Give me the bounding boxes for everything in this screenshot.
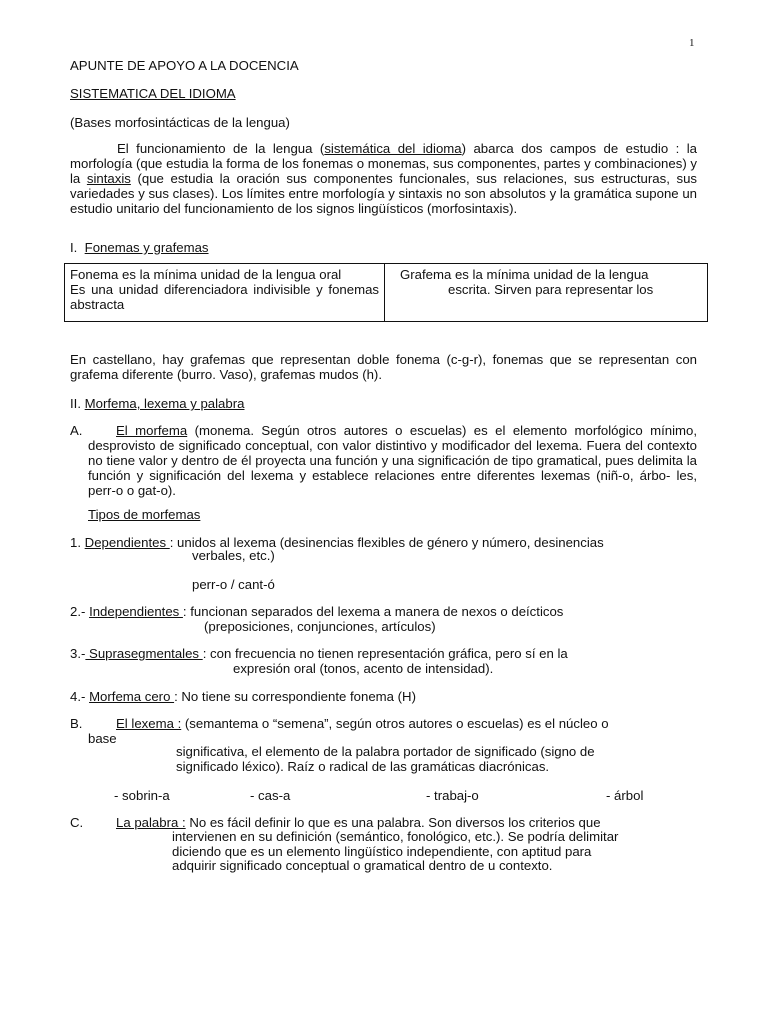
item-b-line2: base <box>88 731 117 746</box>
tipo-1-line2: verbales, etc.) <box>192 548 275 563</box>
lexema-example: - cas-a <box>250 788 291 803</box>
tipo-2-line: 2.- Independientes : funcionan separados del lexema a manera de nexos o deícticos <box>70 604 564 619</box>
section-1-paragraph: En castellano, hay grafemas que representan doble fonema (c-g-r), fonemas que se representan con grafema diferente (burro. Vaso), grafemas mudos (h). <box>70 352 697 382</box>
item-a-paragraph: El morfema (monema. Según otros autores o escuelas) es el elemento morfológico mínimo, desprovisto de significado conceptual, con valor distintivo y modificador del lexema. Fuera del contexto no tiene valor y dentro de él proyecta una función y una significación de tipo gramatical, pues delimita la función y significación del lexema y establece relaciones entre diferentes lexemas (niñ-o, árbo- les, perr-o o gat-o). <box>88 423 697 498</box>
item-a-letter: A. <box>70 423 83 438</box>
tipo-3-line: 3.- Suprasegmentales : con frecuencia no tienen representación gráfica, pero sí en la <box>70 646 568 661</box>
item-b-line1: El lexema : (semantema o “semena”, según otros autores o escuelas) es el núcleo o <box>116 716 609 731</box>
grafema-cell: Grafema es la mínima unidad de la lengua escrita. Sirven para representar los <box>385 264 708 322</box>
section-2-heading: II. Morfema, lexema y palabra <box>70 396 245 411</box>
tipo-1-example: perr-o / cant-ó <box>192 577 275 592</box>
item-c-line2: intervienen en su definición (semántico, fonológico, etc.). Se podría delimitar <box>172 829 619 844</box>
document-subtitle: (Bases morfosintácticas de la lengua) <box>70 115 290 130</box>
item-b-line4: significado léxico). Raíz o radical de las gramáticas diacrónicas. <box>176 759 550 774</box>
page-number: 1 <box>689 37 695 49</box>
tipo-3-line2: expresión oral (tonos, acento de intensidad). <box>233 661 494 676</box>
lexema-example: - sobrin-a <box>114 788 170 803</box>
document-header: APUNTE DE APOYO A LA DOCENCIA <box>70 58 299 73</box>
lexema-example: - árbol <box>606 788 644 803</box>
term-palabra: La palabra : <box>116 815 186 830</box>
item-b-line3: significativa, el elemento de la palabra portador de significado (signo de <box>176 744 595 759</box>
item-c-letter: C. <box>70 815 84 830</box>
item-b-letter: B. <box>70 716 83 731</box>
item-c-line1: La palabra : No es fácil definir lo que es una palabra. Son diversos los criterios que <box>116 815 601 830</box>
intro-paragraph: El funcionamiento de la lengua (sistemática del idioma) abarca dos campos de estudio : la morfología (que estudia la forma de los fonemas o monemas, sus componentes, partes y combinaciones) y la sintaxis (que estudia la oración sus componentes funcionales, sus relaciones, sus estructuras, sus variedades y sus clases). Los límites entre morfología y sintaxis no son absolutos y la gramática supone un estudio unitario del funcionamiento de los signos lingüísticos (morfosintaxis). <box>70 141 697 216</box>
item-c-line3: diciendo que es un elemento lingüístico independiente, con aptitud para <box>172 844 592 859</box>
fonema-grafema-table <box>64 263 708 322</box>
lexema-example: - trabaj-o <box>426 788 479 803</box>
term-sistematica: sistemática del idioma <box>324 141 462 156</box>
tipo-2-line2: (preposiciones, conjunciones, artículos) <box>204 619 436 634</box>
tipo-1-line: 1. Dependientes : unidos al lexema (desinencias flexibles de género y número, desinencias <box>70 535 604 550</box>
tipos-morfemas-heading: Tipos de morfemas <box>88 507 201 522</box>
section-1-heading: I. Fonemas y grafemas <box>70 240 209 255</box>
term-sintaxis: sintaxis <box>86 171 131 186</box>
item-c-line4: adquirir significado conceptual o gramatical dentro de u contexto. <box>172 858 553 873</box>
term-lexema: El lexema : <box>116 716 182 731</box>
term-morfema: El morfema <box>116 423 188 438</box>
tipo-4-line: 4.- Morfema cero : No tiene su correspondiente fonema (H) <box>70 689 416 704</box>
document-title: SISTEMATICA DEL IDIOMA <box>70 86 236 101</box>
fonema-cell: Fonema es la mínima unidad de la lengua oral Es una unidad diferenciadora indivisible y fonemas abstracta <box>65 264 385 322</box>
